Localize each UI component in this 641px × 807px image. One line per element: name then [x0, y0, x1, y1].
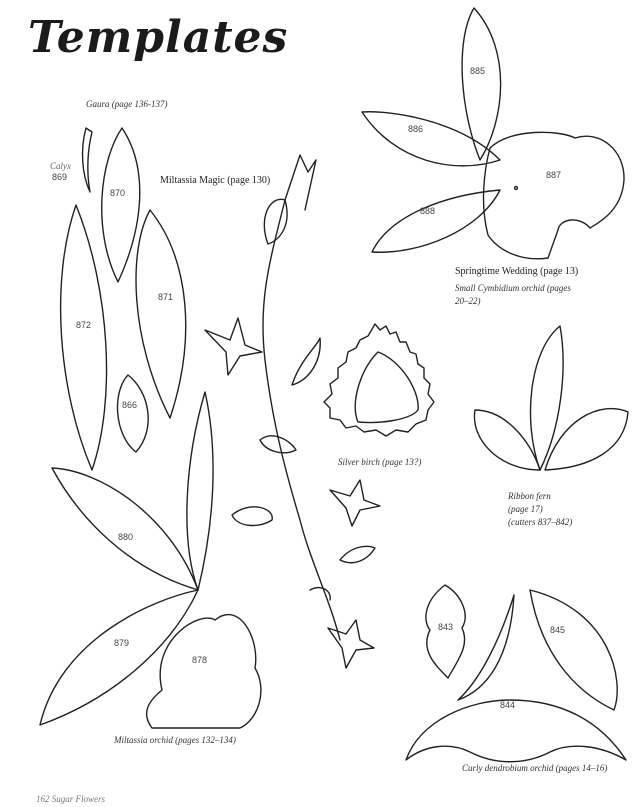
flower-bottom [328, 620, 374, 668]
petal-887-dot [515, 187, 518, 190]
flower-small [205, 318, 262, 375]
caption-springtime-sub2: 20–22) [455, 296, 481, 306]
caption-springtime-sub1: Small Cymbidium orchid (pages [455, 283, 571, 293]
petal-870 [102, 128, 140, 282]
leaf-low [340, 546, 375, 562]
flower-lower [330, 480, 380, 526]
number-879: 879 [114, 638, 130, 648]
number-886: 886 [408, 124, 424, 134]
petal-880-b [187, 392, 213, 590]
caption-ribbon-fern-page: (page 17) [508, 504, 543, 514]
number-871: 871 [158, 292, 174, 302]
petal-880 [52, 468, 198, 590]
caption-springtime-wedding: Springtime Wedding (page 13) [455, 266, 579, 277]
petal-887 [484, 132, 625, 258]
petal-871 [136, 210, 186, 418]
number-872: 872 [76, 320, 92, 330]
caption-miltassia-magic: Miltassia Magic (page 130) [160, 175, 271, 186]
petal-844-left [458, 595, 514, 700]
caption-curly-dendrobium: Curly dendrobium orchid (pages 14–16) [462, 763, 608, 773]
caption-calyx: Calyx [50, 161, 71, 171]
flower-bud-lower [232, 507, 272, 526]
silver-birch-outer [324, 324, 434, 436]
caption-miltassia-orchid: Miltassia orchid (pages 132–134) [114, 735, 236, 745]
number-885: 885 [470, 66, 486, 76]
caption-ribbon-fern-cutters: (cutters 837–842) [508, 517, 573, 527]
caption-silver-birch: Silver birch (page 13?) [338, 457, 422, 467]
caption-gaura: Gaura (page 136-137) [86, 99, 168, 109]
petal-866 [118, 375, 149, 452]
number-869: 869 [52, 172, 68, 182]
number-878: 878 [192, 655, 208, 665]
bud-tip [285, 155, 316, 210]
leaf-upper [292, 338, 320, 385]
petal-878 [147, 615, 261, 728]
petal-872 [61, 205, 107, 470]
number-870: 870 [110, 188, 126, 198]
number-880: 880 [118, 532, 134, 542]
stem [263, 200, 340, 640]
number-888: 888 [420, 206, 436, 216]
calyx-869 [83, 128, 92, 192]
ribbon-fern-center [530, 326, 563, 470]
page-footer: 162 Sugar Flowers [36, 794, 106, 804]
silver-birch-inner [355, 352, 418, 423]
number-844: 844 [500, 700, 516, 710]
page-title: Templates [28, 12, 289, 63]
number-843: 843 [438, 622, 454, 632]
petal-888 [372, 190, 500, 252]
caption-ribbon-fern: Ribbon fern [508, 491, 551, 501]
petal-845 [530, 590, 617, 710]
number-887: 887 [546, 170, 562, 180]
number-845: 845 [550, 625, 566, 635]
number-866: 866 [122, 400, 138, 410]
petal-879 [40, 590, 198, 725]
petal-844 [406, 700, 626, 762]
